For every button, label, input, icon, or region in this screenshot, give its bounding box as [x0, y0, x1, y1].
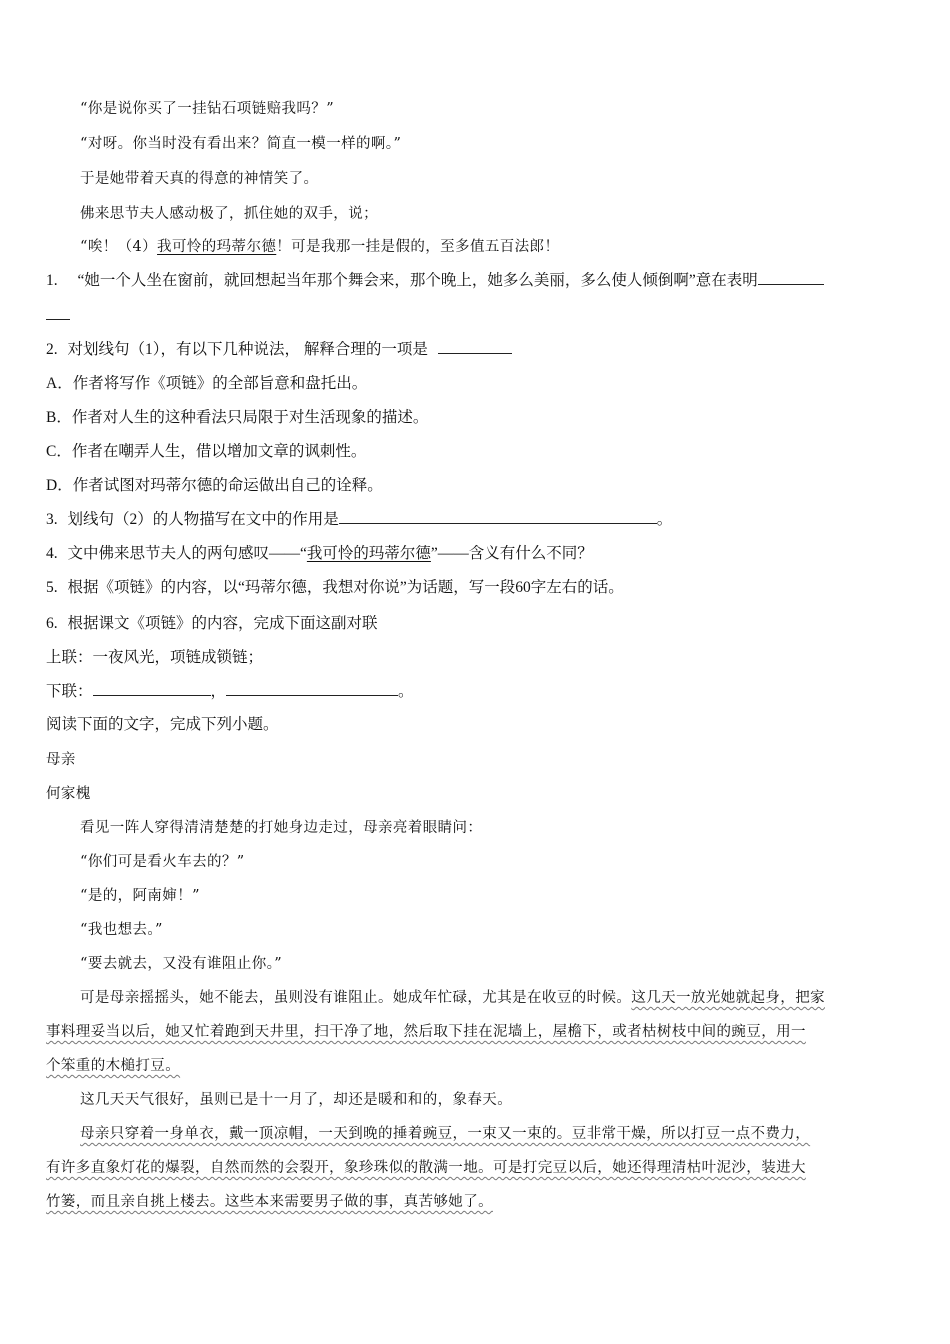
option-a[interactable]: A．作者将写作《项链》的全部旨意和盘托出。	[46, 375, 368, 392]
passage-line: “我也想去。”	[80, 922, 163, 938]
answer-blank[interactable]	[438, 339, 512, 354]
question-text: 划线句（2）的人物描写在文中的作用是	[67, 511, 339, 528]
option-b[interactable]: B．作者对人生的这种看法只局限于对生活现象的描述。	[46, 409, 429, 426]
punctuation: 。	[398, 683, 414, 700]
answer-blank[interactable]	[93, 681, 211, 696]
story-line: “对呀。你当时没有看出来？简直一模一样的啊。”	[80, 136, 402, 152]
answer-blank[interactable]	[46, 305, 70, 320]
question-5	[46, 577, 624, 599]
couplet-upper: 上联：一夜风光，项链成锁链；	[46, 649, 264, 666]
passage-line: “你们可是看火车去的？”	[80, 854, 245, 870]
question-1	[46, 270, 824, 292]
passage-line: “是的，阿南婶！”	[80, 888, 200, 904]
option-d[interactable]: D．作者试图对玛蒂尔德的命运做出自己的诠释。	[46, 477, 383, 494]
question-text: 根据《项链》的内容，以“玛蒂尔德，我想对你说”为话题，写一段60字左右的话。	[67, 579, 624, 596]
couplet-lower	[46, 681, 414, 703]
question-text: ”——含义有什么不同？	[430, 545, 593, 562]
passage-text: 可是母亲摇摇头，她不能去，虽则没有谁阻止。她成年忙碌，尤其是在收豆的时候。	[80, 990, 632, 1006]
question-number: 3.	[46, 511, 58, 528]
answer-blank-continued[interactable]	[46, 304, 70, 326]
wavy-underlined-line: 个笨重的木槌打豆。	[46, 1058, 181, 1074]
question-2	[46, 339, 512, 361]
question-4	[46, 543, 593, 565]
passage-author: 何家槐	[46, 786, 91, 802]
wavy-underlined-line: 母亲只穿着一身单衣，戴一顶凉帽，一天到晚的捶着豌豆，一束又一束的。豆非常干燥，所以打豆一点不费力，	[80, 1126, 811, 1142]
story-line	[80, 236, 559, 258]
question-number: 5.	[46, 579, 58, 596]
question-text: “她一个人坐在窗前，就回想起当年那个舞会来，那个晚上，她多么美丽，多么使人倾倒啊”意在表明	[77, 272, 758, 289]
question-number: 6.	[46, 615, 58, 632]
wavy-underlined-line: 事料理妥当以后，她又忙着跑到天井里，扫干净了地，然后取下挂在泥墙上，屋檐下，或者枯树枝中间的豌豆，用一	[46, 1024, 806, 1040]
question-number: 4.	[46, 545, 58, 562]
passage-line: “要去就去，又没有谁阻止你。”	[80, 956, 283, 972]
question-6	[46, 613, 378, 635]
passage-line: 看见一阵人穿得清清楚楚的打她身边走过，母亲亮着眼睛问：	[80, 820, 483, 836]
wavy-underlined-line: 有许多直象灯花的爆裂，自然而然的会裂开，象珍珠似的散满一地。可是打完豆以后，她还得理清枯叶泥沙，装进大	[46, 1160, 806, 1176]
passage-line: 这几天天气很好，虽则已是十一月了，却还是暖和和的，象春天。	[80, 1092, 513, 1108]
couplet-lower-label: 下联：	[46, 683, 93, 700]
punctuation: ，	[210, 683, 227, 700]
story-text: ！可是我那一挂是假的，至多值五百法郎！	[276, 239, 560, 255]
reading-intro: 阅读下面的文字，完成下列小题。	[46, 716, 279, 733]
option-c[interactable]: C．作者在嘲弄人生，借以增加文章的讽刺性。	[46, 443, 367, 460]
passage-title: 母亲	[46, 752, 76, 768]
answer-blank[interactable]	[339, 509, 657, 524]
question-3	[46, 509, 672, 531]
wavy-underlined-text: 这几天一放光她就起身，把家	[631, 990, 825, 1006]
underlined-quote: 我可怜的玛蒂尔德	[306, 545, 431, 562]
story-line: 于是她带着天真的得意的神情笑了。	[80, 171, 319, 187]
question-number: 1.	[46, 272, 58, 289]
passage-line	[46, 1191, 493, 1213]
story-text: “唉！（4）	[80, 239, 158, 255]
wavy-underlined-text: 竹篓，而且亲自挑上楼去。这些本来需要男子做的事，真苦够她了。	[46, 1194, 493, 1210]
punctuation: 。	[656, 511, 673, 528]
passage-line	[80, 987, 825, 1009]
question-number: 2.	[46, 341, 58, 358]
underlined-sentence-4: 我可怜的玛蒂尔德	[157, 239, 277, 255]
question-text: 根据课文《项链》的内容，完成下面这副对联	[67, 615, 378, 632]
answer-blank[interactable]	[758, 270, 824, 285]
question-text: 对划线句（1），有以下几种说法， 解释合理的一项是	[67, 341, 428, 358]
question-text: 文中佛来思节夫人的两句感叹——“	[67, 545, 307, 562]
story-line: “你是说你买了一挂钻石项链赔我吗？”	[80, 101, 335, 117]
story-line: 佛来思节夫人感动极了，抓住她的双手，说；	[80, 206, 378, 222]
answer-blank[interactable]	[226, 681, 398, 696]
